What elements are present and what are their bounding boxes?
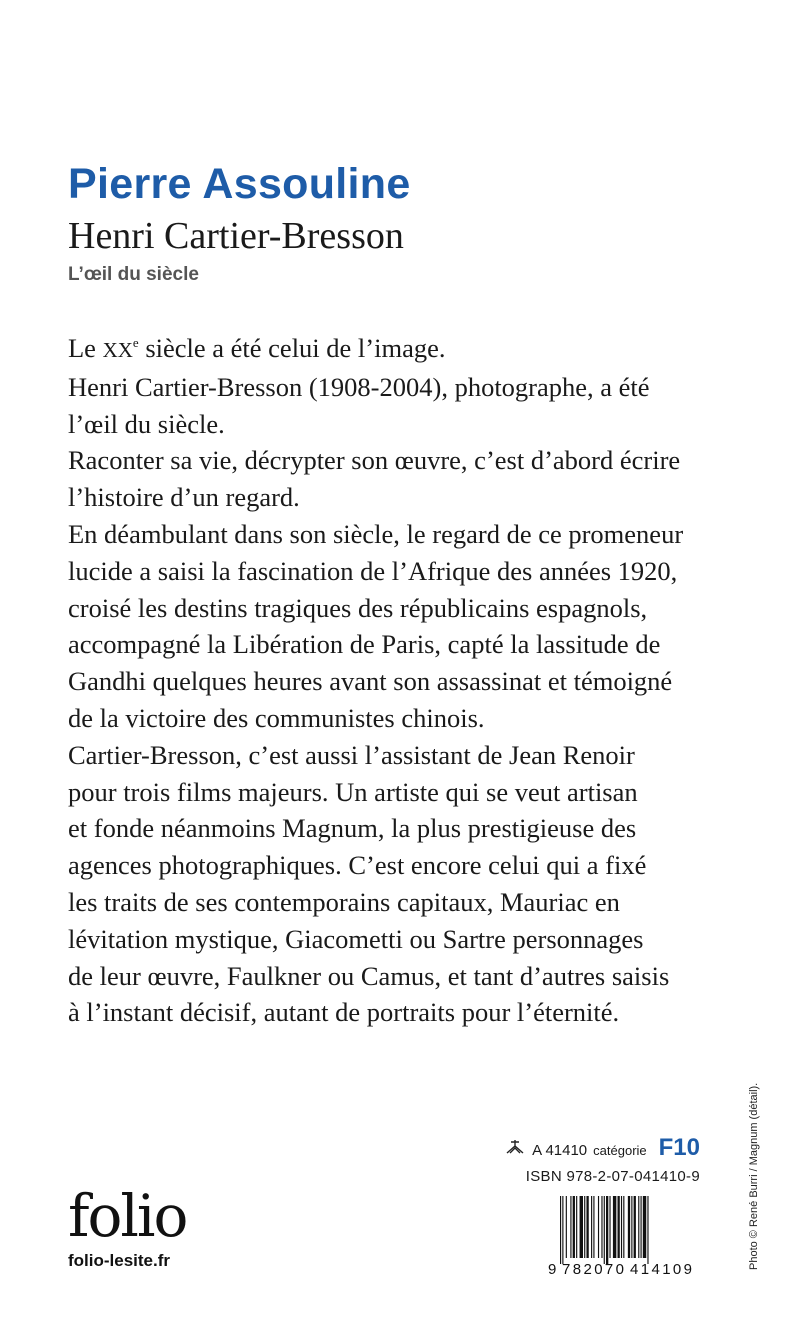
- barcode-bar: [601, 1196, 602, 1258]
- barcode-bar: [604, 1196, 605, 1264]
- barcode-group-2: 414109: [630, 1261, 692, 1276]
- category-code: F10: [658, 1134, 700, 1161]
- blurb-line: lucide a saisi la fascination de l’Afrique des années 1920,: [68, 555, 678, 586]
- blurb-line: l’histoire d’un regard.: [68, 482, 300, 513]
- blurb-line: à l’instant décisif, autant de portraits pour l’éternité.: [68, 997, 620, 1028]
- blurb-line: Gandhi quelques heures avant son assassinat et témoigné: [68, 666, 673, 697]
- isbn: ISBN 978-2-07-041410-9: [525, 1168, 700, 1185]
- photo-credit: Photo © René Burri / Magnum (détail).: [748, 1082, 760, 1270]
- book-title: Henri Cartier-Bresson: [68, 215, 404, 257]
- catalog-info: [504, 1134, 700, 1185]
- blurb-line: l’œil du siècle.: [68, 408, 225, 439]
- barcode-bar: [621, 1196, 622, 1258]
- barcode-bar: [566, 1196, 567, 1258]
- blurb-line: croisé les destins tragiques des républicains espagnols,: [68, 592, 648, 623]
- blurb-line: accompagné la Libération de Paris, capté la lassitude de: [68, 629, 661, 660]
- barcode-bar: [593, 1196, 594, 1258]
- catalog-code: A 41410: [532, 1142, 588, 1159]
- blurb-line: Henri Cartier-Bresson (1908-2004), photographe, a été: [68, 371, 650, 402]
- blurb-line: lévitation mystique, Giacometti ou Sartre personnages: [68, 923, 644, 954]
- blurb-line: pour trois films majeurs. Un artiste qui se veut artisan: [68, 776, 638, 807]
- category-label: catégorie: [593, 1143, 647, 1158]
- blurb-line: Raconter sa vie, décrypter son œuvre, c’est d’abord écrire: [68, 445, 681, 476]
- barcode-bar: [591, 1196, 592, 1258]
- blurb-line: En déambulant dans son siècle, le regard de ce promeneur: [68, 518, 684, 549]
- barcode-bar: [643, 1196, 646, 1258]
- barcode-bar: [631, 1196, 632, 1258]
- barcode: [548, 1196, 700, 1276]
- barcode-bar: [580, 1196, 583, 1258]
- blurb: [68, 330, 718, 1031]
- barcode-bar: [618, 1196, 620, 1258]
- barcode-bar: [560, 1196, 561, 1264]
- book-subtitle: L’œil du siècle: [68, 264, 199, 285]
- blurb-line: Le XXe siècle a été celui de l’image.: [68, 333, 446, 363]
- barcode-bar: [647, 1196, 648, 1264]
- blurb-line: de leur œuvre, Faulkner ou Camus, et tant d’autres saisis: [68, 960, 670, 991]
- barcode-bar: [570, 1196, 571, 1258]
- author-name: Pierre Assouline: [68, 160, 411, 208]
- barcode-bar: [641, 1196, 642, 1258]
- barcode-bar: [562, 1196, 563, 1264]
- blurb-line: Cartier-Bresson, c’est aussi l’assistant de Jean Renoir: [68, 739, 635, 770]
- barcode-bar: [628, 1196, 630, 1258]
- barcode-bar: [586, 1196, 588, 1258]
- barcode-first-digit: 9: [548, 1261, 557, 1276]
- barcode-bar: [573, 1196, 575, 1258]
- blurb-line: et fonde néanmoins Magnum, la plus prestigieuse des: [68, 813, 637, 844]
- barcode-bar: [598, 1196, 599, 1258]
- barcode-group-1: 782070: [562, 1261, 624, 1276]
- barcode-bar: [609, 1196, 610, 1258]
- barcode-bar: [638, 1196, 639, 1258]
- barcode-bar: [606, 1196, 608, 1264]
- blurb-line: de la victoire des communistes chinois.: [68, 702, 485, 733]
- barcode-bar: [623, 1196, 624, 1258]
- barcode-bar: [576, 1196, 577, 1258]
- folio-website: folio-lesite.fr: [68, 1251, 171, 1270]
- barcode-bar: [584, 1196, 585, 1258]
- folio-logo: folio: [68, 1182, 187, 1250]
- barcode-bar: [613, 1196, 616, 1258]
- folio-emblem-icon: [504, 1139, 526, 1155]
- blurb-line: agences photographiques. C’est encore celui qui a fixé: [68, 850, 647, 881]
- blurb-line: les traits de ses contemporains capitaux, Mauriac en: [68, 886, 620, 917]
- barcode-bar: [634, 1196, 636, 1258]
